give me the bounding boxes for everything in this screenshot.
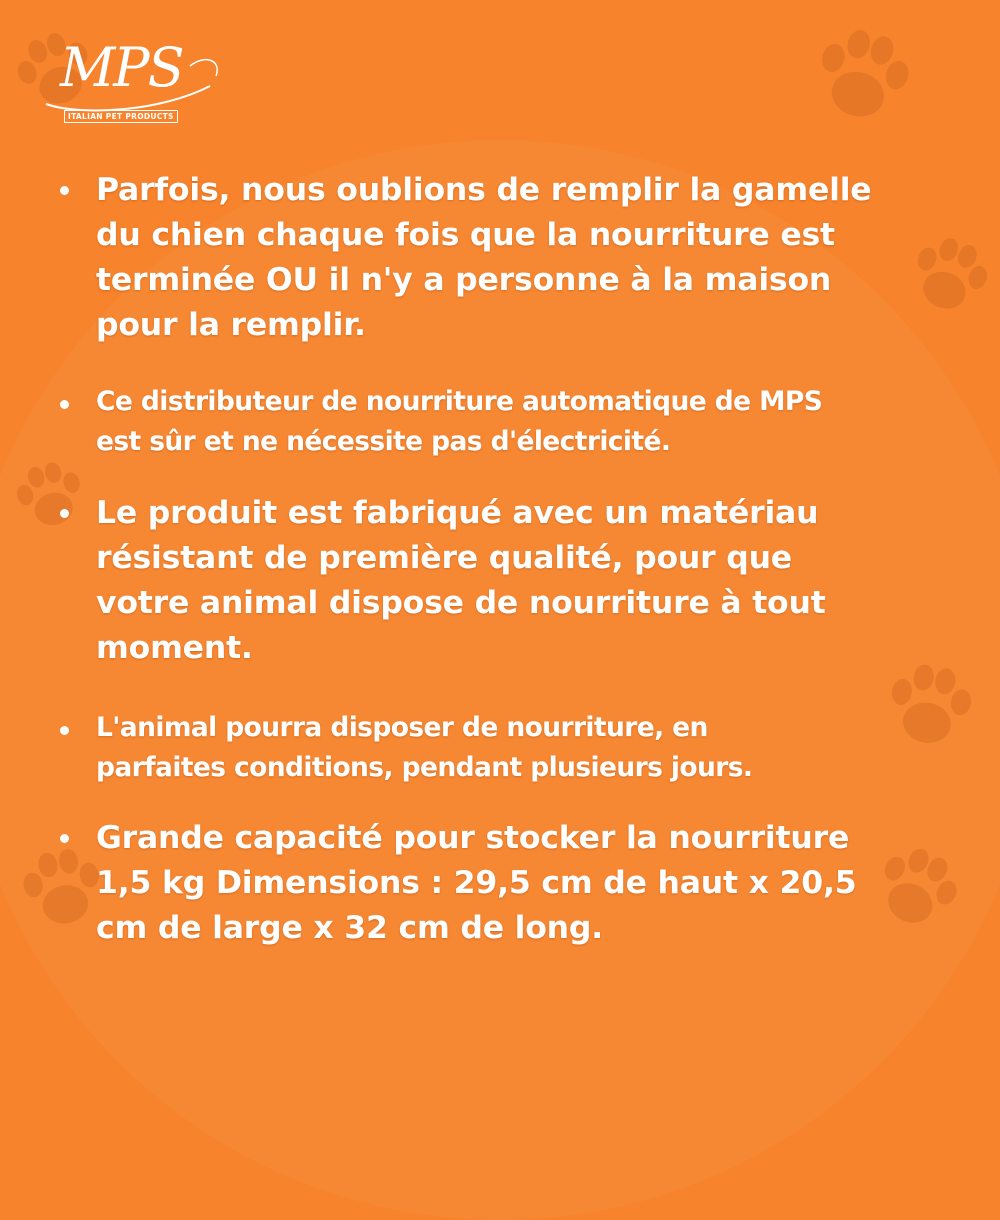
list-item-text: Grande capacité pour stocker la nourriture 1,5 kg Dimensions : 29,5 cm de haut x 20,5 cm de large x 32 cm de long. [96, 820, 857, 946]
list-item [60, 491, 965, 671]
bullet-icon [60, 186, 69, 195]
list-item-text: Parfois, nous oublions de remplir la gamelle du chien chaque fois que la nourriture est terminée OU il n'y a personne à la maison pour la remplir. [96, 172, 872, 343]
list-item [60, 816, 965, 951]
list-item [60, 382, 965, 462]
logo-tagline: ITALIAN PET PRODUCTS [64, 110, 178, 123]
list-item-text: Ce distributeur de nourriture automatique de MPS est sûr et ne nécessite pas d'électricité. [96, 386, 823, 457]
list-item-text: L'animal pourra disposer de nourriture, en parfaites conditions, pendant plusieurs jours. [96, 712, 753, 783]
bullet-icon [60, 834, 69, 843]
bullet-icon [60, 400, 69, 409]
bullet-icon [60, 509, 69, 518]
list-item [60, 708, 965, 788]
list-item [60, 168, 965, 348]
bullet-icon [60, 726, 69, 735]
logo-wordmark: MPS [60, 36, 183, 99]
list-item-text: Le produit est fabriqué avec un matériau résistant de première qualité, pour que votre animal dispose de nourriture à tout moment. [96, 495, 826, 666]
